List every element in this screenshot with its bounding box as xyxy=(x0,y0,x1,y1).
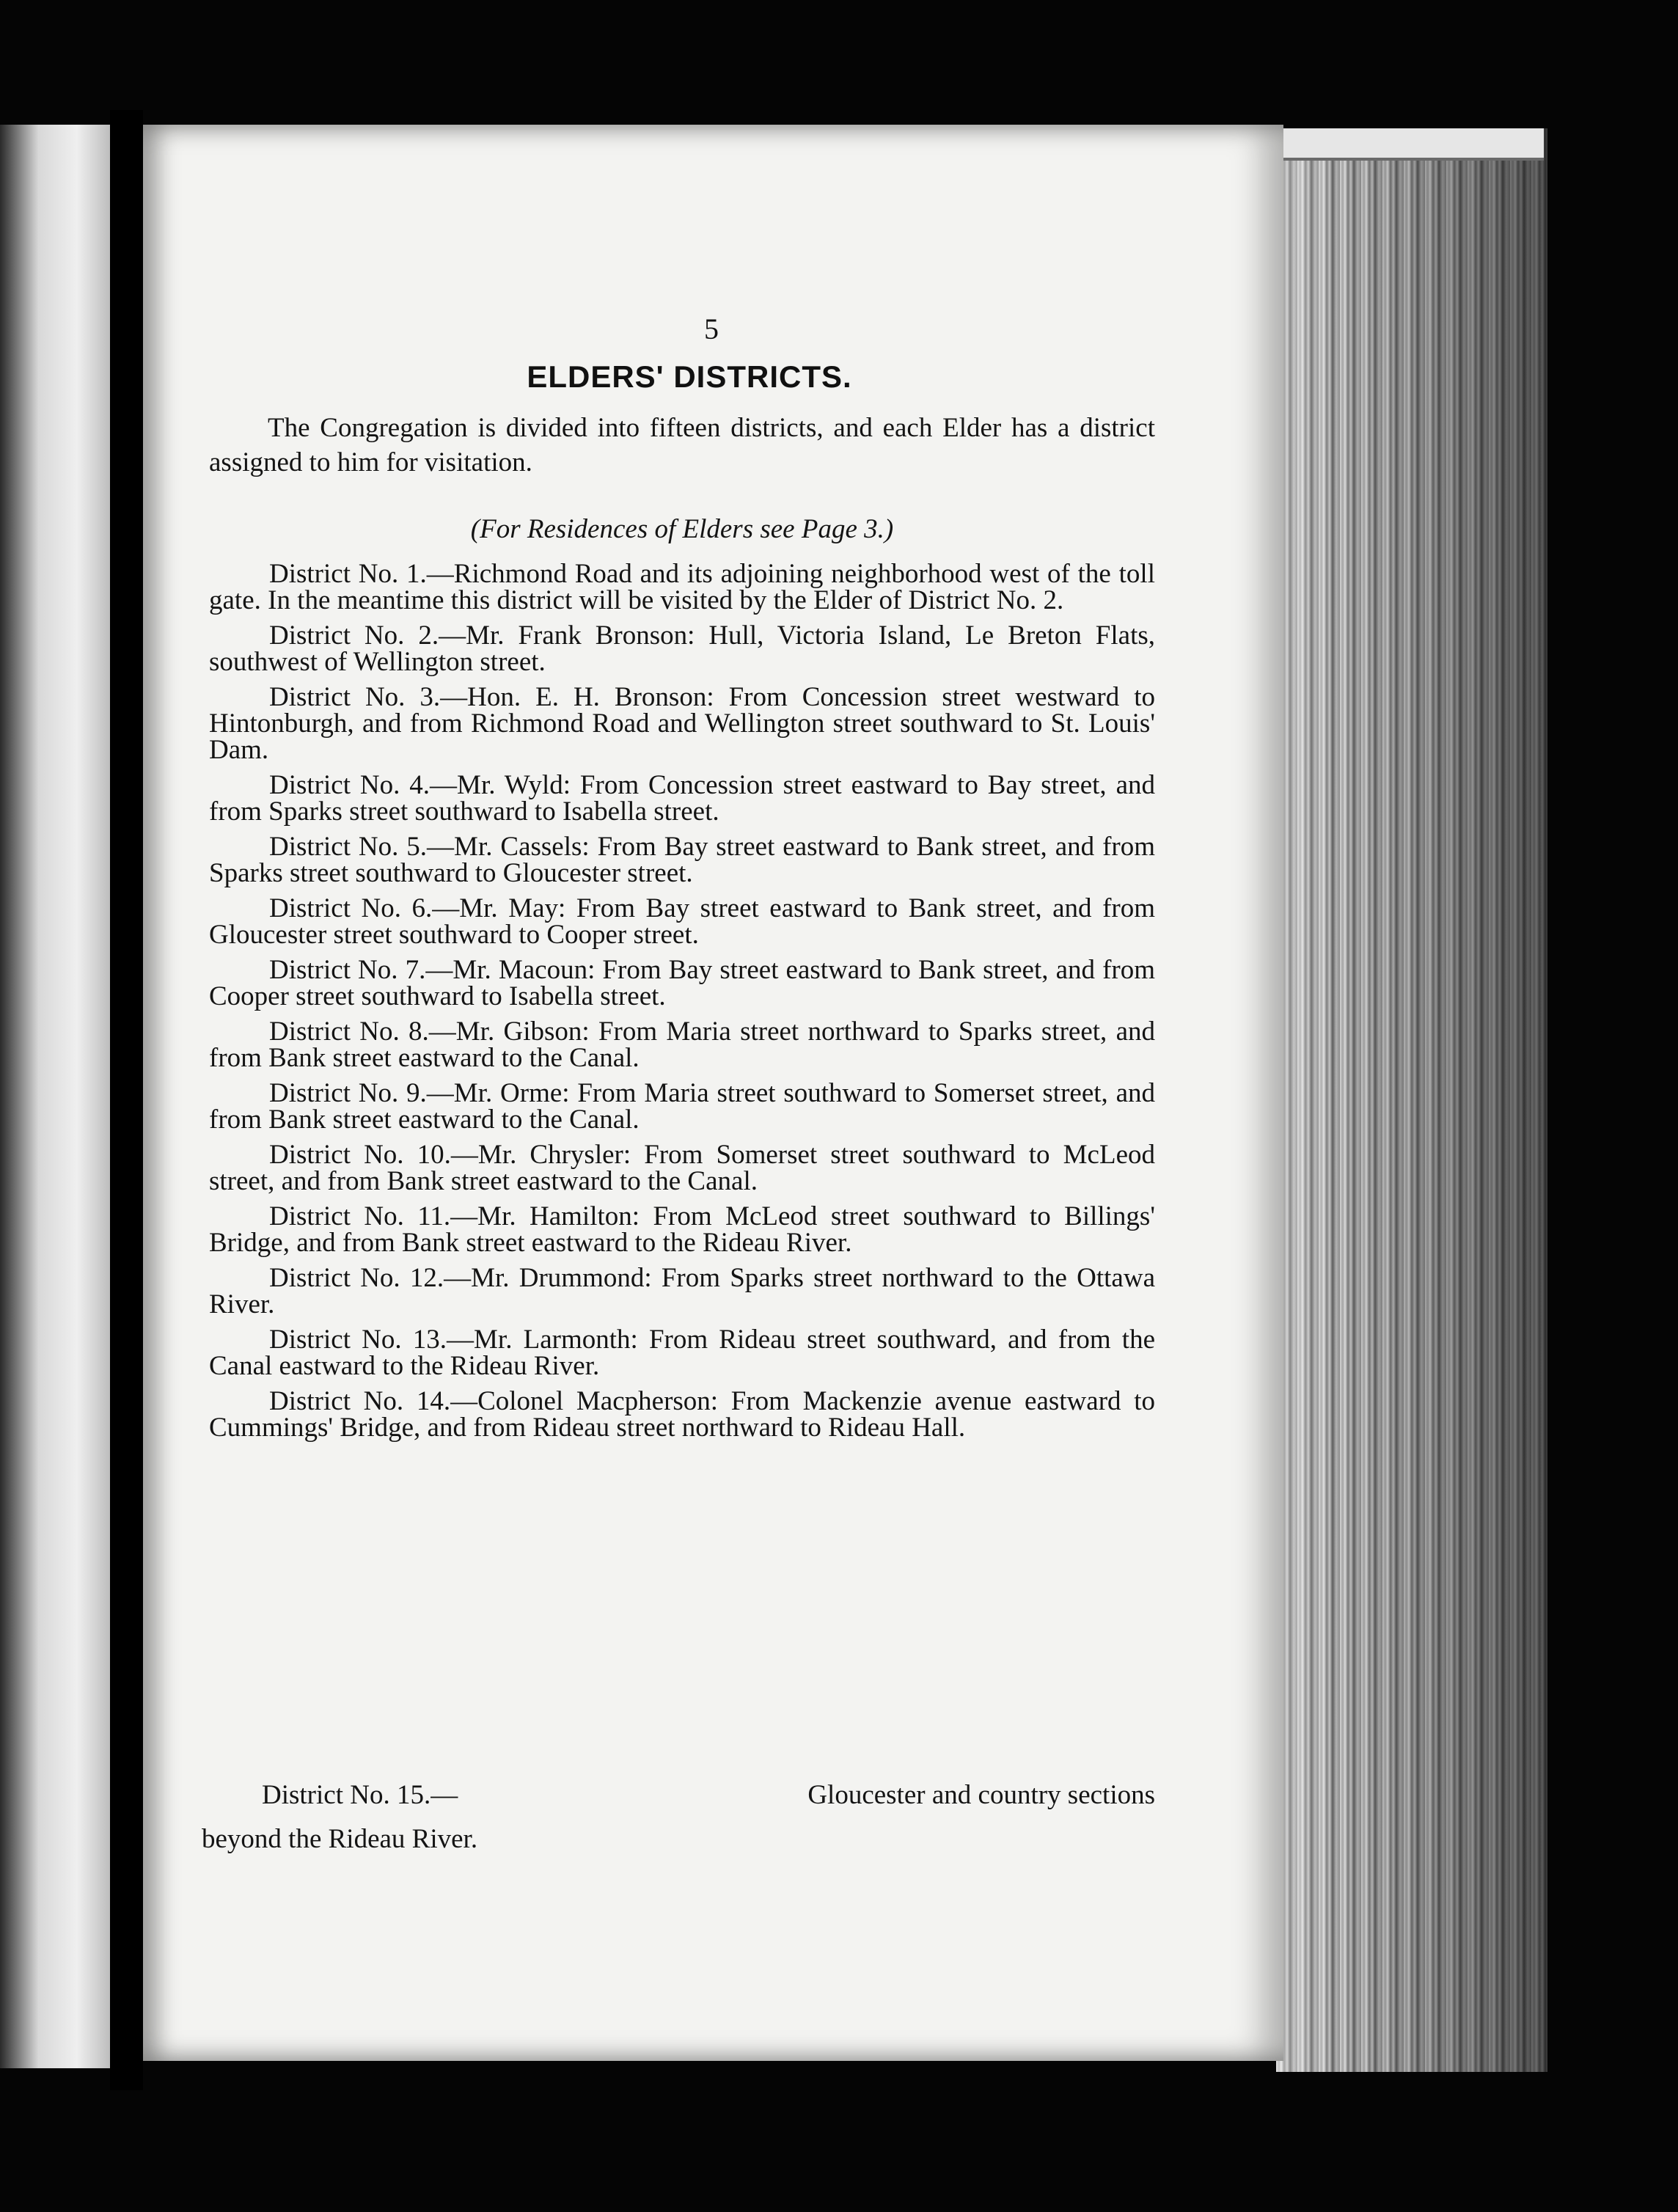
district-entry: District No. 7.—Mr. Macoun: From Bay street eastward to Bank street, and from Cooper street southward to Isabella street. xyxy=(209,955,1155,1011)
district-entry: District No. 3.—Hon. E. H. Bronson: From Concession street westward to Hintonburgh, and from Richmond Road and Wellington street southward to St. Louis' Dam. xyxy=(209,682,1155,765)
district-entry: District No. 14.—Colonel Macpherson: From Mackenzie avenue eastward to Cummings' Bridge, and from Rideau street northward to Rideau Hall. xyxy=(209,1386,1155,1443)
page-stack-top xyxy=(1280,128,1544,161)
district-entry: District No. 11.—Mr. Hamilton: From McLeod street southward to Billings' Bridge, and from Bank street eastward to the Rideau River. xyxy=(209,1201,1155,1258)
page-number: 5 xyxy=(704,312,719,345)
district-entry: District No. 9.—Mr. Orme: From Maria street southward to Somerset street, and from Bank street eastward to the Canal. xyxy=(209,1078,1155,1135)
district-entry: District No. 12.—Mr. Drummond: From Sparks street northward to the Ottawa River. xyxy=(209,1263,1155,1319)
residences-note: (For Residences of Elders see Page 3.) xyxy=(470,514,894,544)
intro-paragraph: The Congregation is divided into fifteen districts, and each Elder has a district assigned to him for visitation. xyxy=(209,413,1155,477)
page-stack-shade xyxy=(1276,128,1547,2072)
district-entry: District No. 2.—Mr. Frank Bronson: Hull, Victoria Island, Le Breton Flats, southwest of Wellington street. xyxy=(209,620,1155,677)
book-gutter xyxy=(110,110,143,2090)
district-entry: District No. 1.—Richmond Road and its adjoining neighborhood west of the toll gate. In the meantime this district will be visited by the Elder of District No. 2. xyxy=(209,559,1155,615)
district-list xyxy=(209,561,1155,1450)
district-15-label: District No. 15.— xyxy=(262,1780,458,1810)
district-entry: District No. 5.—Mr. Cassels: From Bay street eastward to Bank street, and from Sparks street southward to Gloucester street. xyxy=(209,832,1155,888)
district-entry: District No. 4.—Mr. Wyld: From Concession street eastward to Bay street, and from Sparks street southward to Isabella street. xyxy=(209,770,1155,827)
district-15-row xyxy=(202,1773,1155,1817)
page-heading: ELDERS' DISTRICTS. xyxy=(527,359,852,394)
previous-page-edge xyxy=(0,125,110,2068)
district-entry: District No. 6.—Mr. May: From Bay street eastward to Bank street, and from Gloucester street southward to Cooper street. xyxy=(209,893,1155,950)
district-entry: District No. 10.—Mr. Chrysler: From Somerset street southward to McLeod street, and from Bank street eastward to the Canal. xyxy=(209,1140,1155,1196)
district-15-entry xyxy=(202,1773,1155,1861)
district-entry: District No. 8.—Mr. Gibson: From Maria street northward to Sparks street, and from Bank street eastward to the Canal. xyxy=(209,1017,1155,1073)
district-15-continuation: beyond the Rideau River. xyxy=(202,1824,478,1854)
district-entry: District No. 13.—Mr. Larmonth: From Rideau street southward, and from the Canal eastward to the Rideau River. xyxy=(209,1325,1155,1381)
district-15-text: Gloucester and country sections xyxy=(807,1780,1155,1810)
